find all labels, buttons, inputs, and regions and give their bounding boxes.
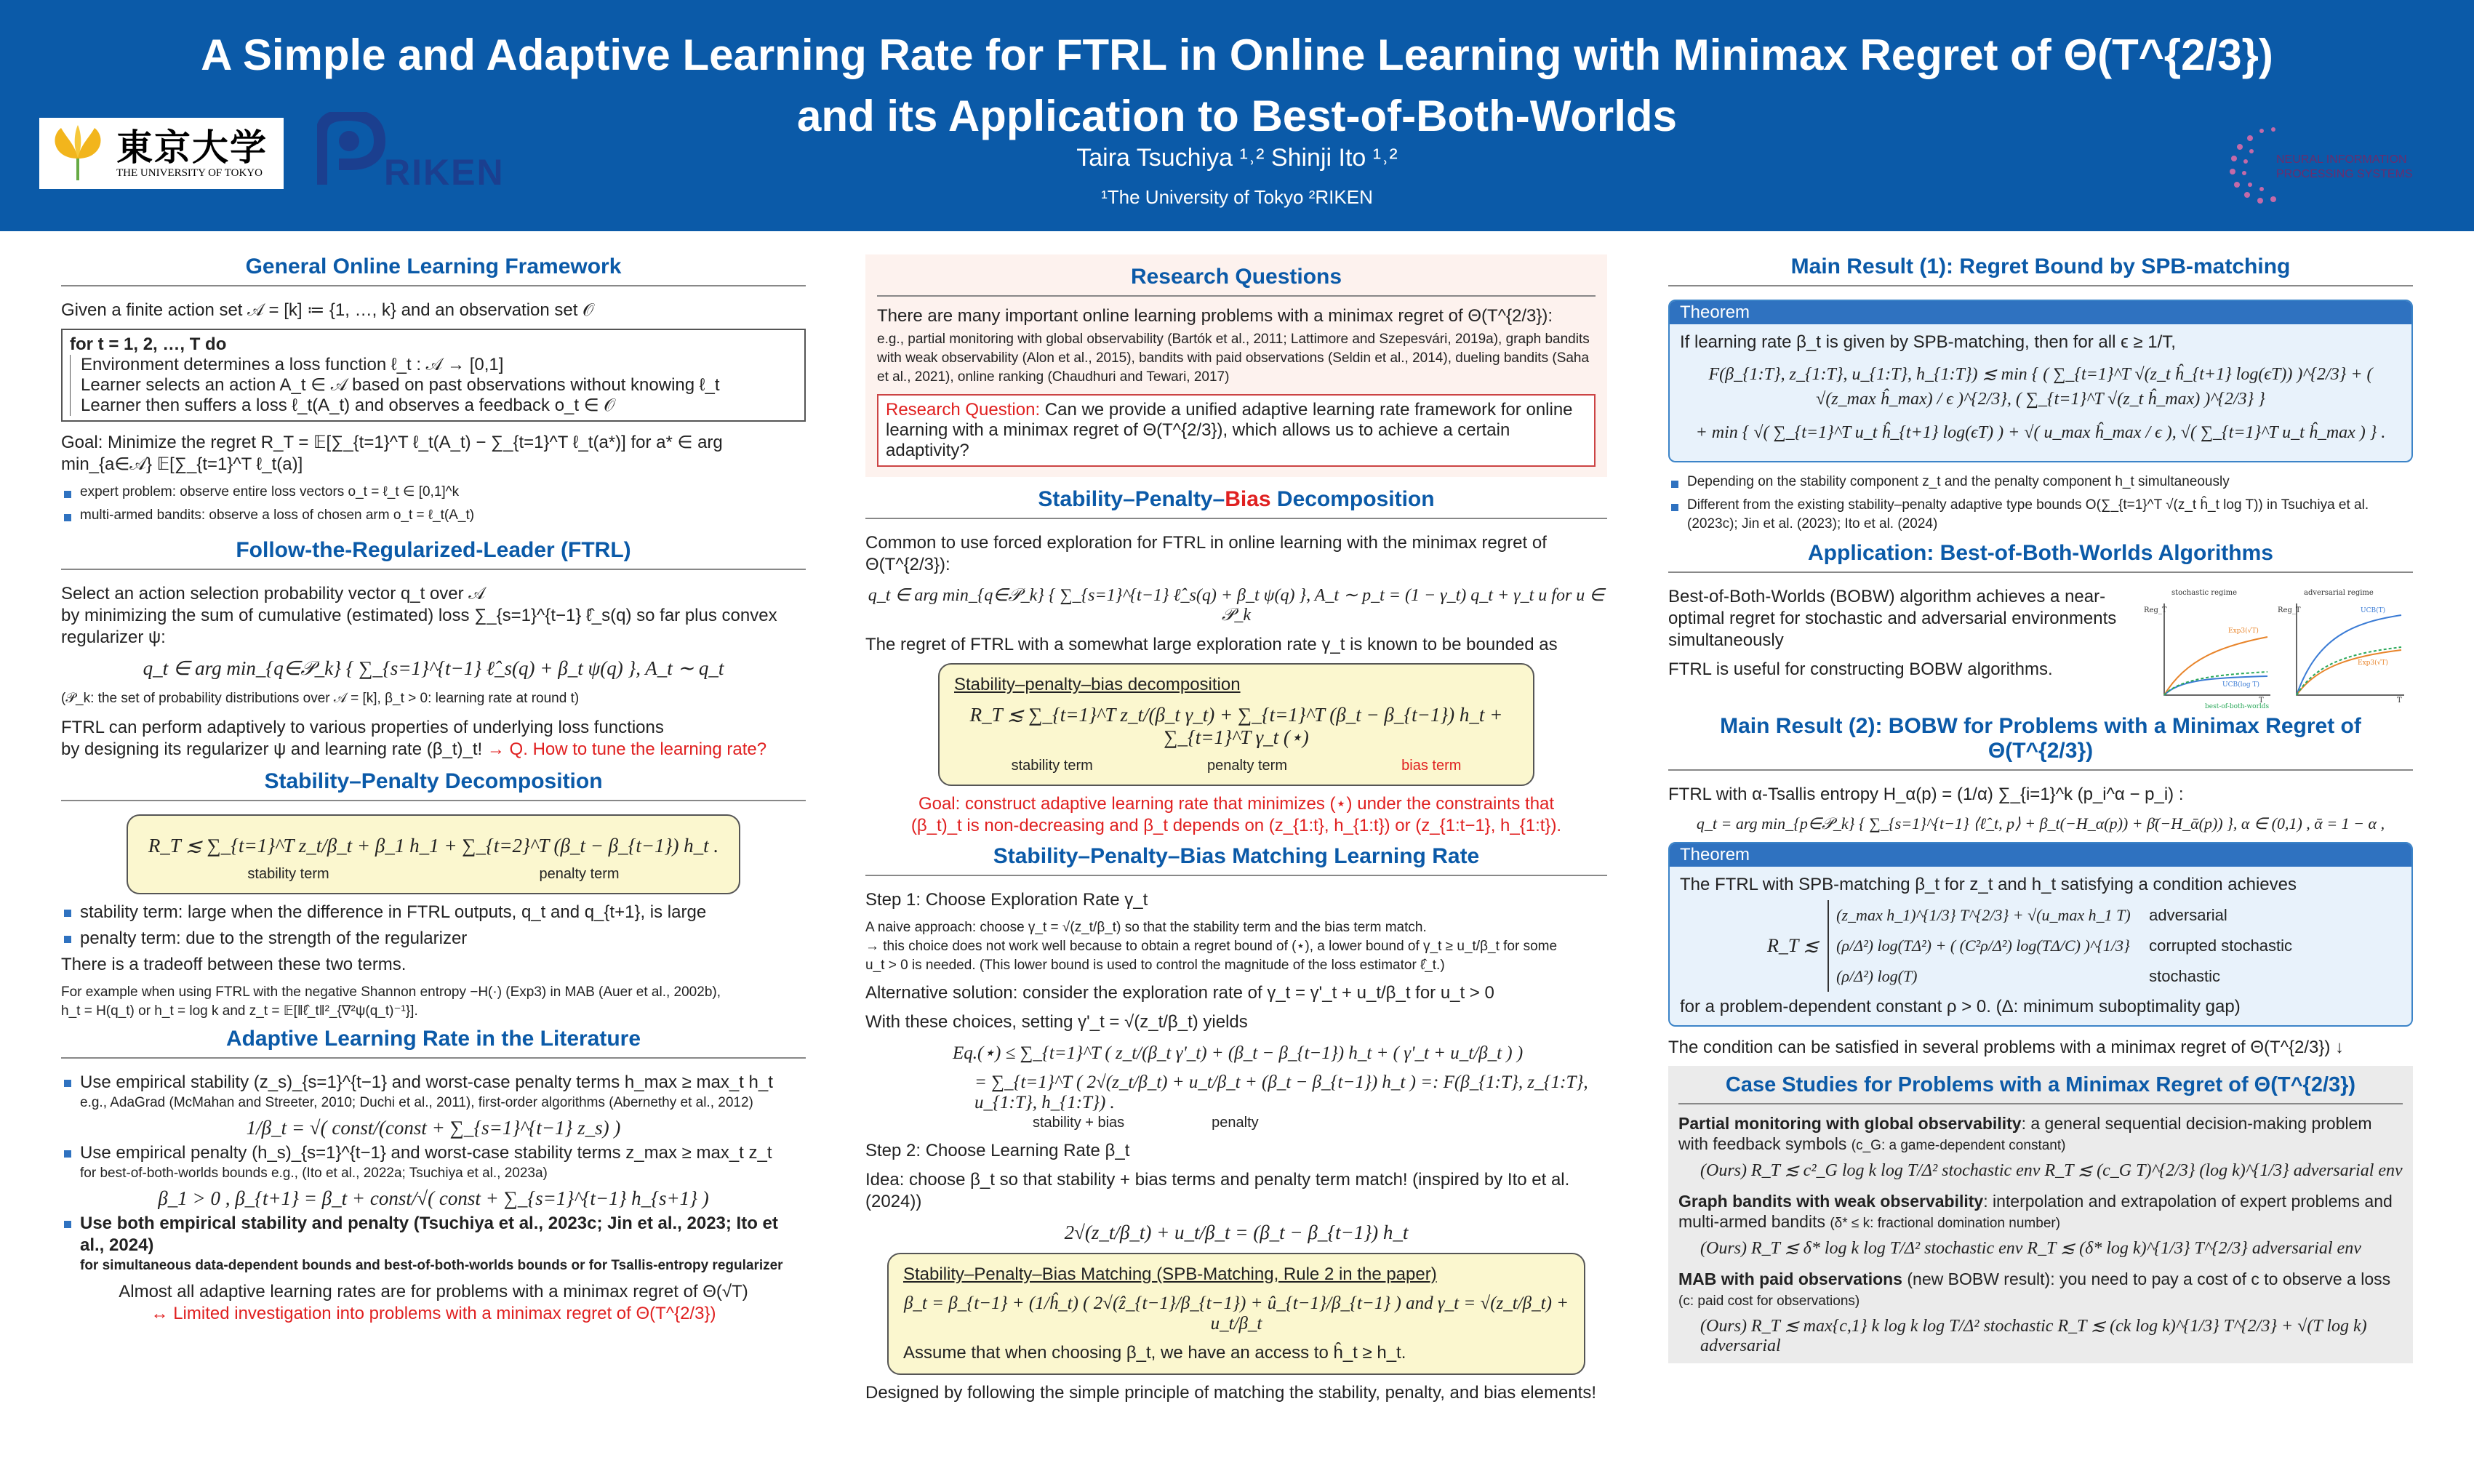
bobw-row bbox=[1668, 586, 2413, 710]
spb-box-title: Stability–penalty–bias decomposition bbox=[954, 675, 1241, 694]
bobw-text-2: FTRL is useful for constructing BOBW algorithms. bbox=[1668, 659, 2053, 679]
spb-text-2: The regret of FTRL with a somewhat large exploration rate γ_t is known to be bounded as bbox=[865, 635, 1558, 654]
rq-intro: There are many important online learning problems with a minimax regret of Θ(T^{2/3}): bbox=[877, 306, 1553, 326]
theorem-header: Theorem bbox=[1670, 301, 2411, 324]
spb-box-equation: R_T ≲ ∑_{t=1}^T z_t/(β_t γ_t) + ∑_{t=1}^T (β_t − β_{t−1}) h_t + ∑_{t=1}^T γ_t (⋆) bbox=[969, 704, 1503, 748]
case-2-bound: (Ours) R_T ≲ δ* log k log T/Δ² stochastic env R_T ≲ (δ* log k)^{1/3} T^{2/3} adversarial env bbox=[1700, 1239, 2361, 1258]
spb-equation: q_t ∈ arg min_{q∈𝒫_k} { ∑_{s=1}^{t−1} ℓ̂_s(q) + β_t ψ(q) }, A_t ∼ p_t = (1 − γ_t) q_t + γ_t u for u ∈ 𝒫_k bbox=[868, 586, 1605, 625]
theorem-box-1 bbox=[1668, 300, 2413, 462]
adaptive-item-2-sub: for best-of-both-worlds bounds e.g., (Ito et al., 2022a; Tsuchiya et al., 2023a) bbox=[80, 1166, 548, 1181]
case-label: corrupted stochastic bbox=[2149, 936, 2293, 955]
framework-goal: Goal: Minimize the regret R_T = 𝔼[∑_{t=1}^T ℓ_t(A_t) − ∑_{t=1}^T ℓ_t(a*)] for a* ∈ arg min_{a∈𝒜} 𝔼[∑_{t=1}^T ℓ_t(a)] bbox=[61, 433, 723, 474]
adaptive-item-3-sub: for simultaneous data-dependent bounds and best-of-both-worlds bounds or for Tsallis-entropy regularizer bbox=[80, 1258, 783, 1273]
section-title-framework: General Online Learning Framework bbox=[61, 254, 806, 286]
protocol-line: Learner selects an action A_t ∈ 𝒜 based on past observations without knowing ℓ_t bbox=[81, 375, 720, 395]
adaptive-bullets bbox=[61, 1072, 806, 1112]
spb-matching-note: Assume that when choosing β_t, we have an access to ĥ_t ≥ h_t. bbox=[903, 1343, 1406, 1363]
case-label: adversarial bbox=[2149, 906, 2227, 924]
theorem-header: Theorem bbox=[1670, 843, 2411, 867]
neurips-logo bbox=[2206, 109, 2425, 218]
ftrl-equation: q_t ∈ arg min_{q∈𝒫_k} { ∑_{s=1}^{t−1} ℓ̂_s(q) + β_t ψ(q) }, A_t ∼ q_t bbox=[143, 657, 724, 679]
fig-label-bobw: best-of-both-worlds bbox=[2205, 703, 2270, 710]
tsallis-equation: q_t = arg min_{p∈𝒫_k} { ∑_{s=1}^{t−1} ⟨ℓ̂_t, p⟩ + β_t(−H_α(p)) + β̄(−H_ᾱ(p)) }, α ∈ (0,1) , ᾱ = 1 − α , bbox=[1696, 814, 2385, 833]
penalty-term-label: penalty term bbox=[539, 866, 620, 882]
spb-title-part: Decomposition bbox=[1270, 487, 1435, 511]
case-2-title: Graph bandits with weak observability bbox=[1678, 1192, 1984, 1211]
penalty-label: penalty bbox=[1212, 1115, 1259, 1131]
poster-header bbox=[0, 0, 2474, 231]
section-title-sp-decomposition: Stability–Penalty Decomposition bbox=[61, 769, 806, 801]
step-2-title: Step 2: Choose Learning Rate β_t bbox=[865, 1141, 1130, 1160]
framework-intro: Given a finite action set 𝒜 = [k] ≔ {1, …, k} and an observation set 𝒪 bbox=[61, 300, 594, 320]
stability-term-label: stability term bbox=[247, 866, 329, 882]
spb-title-part: Stability–Penalty– bbox=[1038, 487, 1225, 511]
bobw-illustration bbox=[2142, 586, 2411, 710]
theorem-1-premise: If learning rate β_t is given by SPB-matching, then for all ϵ ≥ 1/T, bbox=[1680, 332, 2176, 352]
case-3-title: MAB with paid observations bbox=[1678, 1270, 1902, 1288]
condition-text: The condition can be satisfied in several problems with a minimax regret of Θ(T^{2/3}) ↓ bbox=[1668, 1038, 2345, 1057]
authors: Taira Tsuchiya ¹˒² Shinji Ito ¹˒² bbox=[1076, 144, 1398, 172]
stability-term-label: stability term bbox=[1011, 758, 1093, 774]
adaptive-bullets-3 bbox=[61, 1213, 806, 1275]
matching-eq-1: Eq.(⋆) ≤ ∑_{t=1}^T ( z_t/(β_t γ'_t) + (β_t − β_{t−1}) h_t + ( γ'_t + u_t/β_t ) ) bbox=[953, 1043, 1524, 1063]
case-1-desc: : a general sequential decision-making problem with feedback symbols bbox=[1678, 1114, 2372, 1153]
theorem-1-eq-1: F(β_{1:T}, z_{1:T}, u_{1:T}, h_{1:T}) ≲ min { ( ∑_{t=1}^T √(z_t ĥ_{t+1} log(ϵT)) )^{2/3} + ( √(z_max ĥ_max) / ϵ )^{2/3}, ( ∑_{t=1}^T √(z_t ĥ_max) )^{2/3} } bbox=[1708, 365, 2373, 409]
protocol-line: Learner then suffers a loss ℓ_t(A_t) and observes a feedback o_t ∈ 𝒪 bbox=[81, 396, 615, 415]
list-item: Different from the existing stability–penalty adaptive type bounds O(∑_{t=1}^T √(z_t ĥ_t log T)) in Tsuchiya et al. (2023c); Jin et al. (2023); Ito et al. (2024) bbox=[1668, 496, 2413, 534]
protocol-line: for t = 1, 2, …, T do bbox=[70, 334, 227, 354]
research-questions-panel bbox=[865, 254, 1607, 477]
list-item: expert problem: observe entire loss vectors o_t = ℓ_t ∈ [0,1]^k bbox=[61, 483, 806, 502]
list-item: Depending on the stability component z_t and the penalty component h_t simultaneously bbox=[1668, 473, 2413, 492]
column-1 bbox=[61, 254, 806, 1332]
section-title-main-result-1: Main Result (1): Regret Bound by SPB-matching bbox=[1668, 254, 2413, 286]
protocol-box bbox=[61, 329, 806, 422]
case-label: stochastic bbox=[2149, 967, 2220, 985]
bobw-text-1: Best-of-Both-Worlds (BOBW) algorithm achieves a near-optimal regret for stochastic and adversarial environments simultaneously bbox=[1668, 587, 2117, 650]
column-3 bbox=[1668, 254, 2413, 1363]
adaptive-eq-2: β_1 > 0 , β_{t+1} = β_t + const/√( const + ∑_{s=1}^{t−1} h_{s+1} ) bbox=[158, 1187, 709, 1209]
case-eq: (ρ/Δ²) log(TΔ²) + ( (C²ρ/Δ²) log(TΔ/C) )^{1/3} bbox=[1836, 936, 2130, 955]
column-2 bbox=[865, 254, 1607, 1411]
ut-english: THE UNIVERSITY OF TOKYO bbox=[116, 167, 263, 179]
fig-left-title: stochastic regime bbox=[2171, 589, 2237, 597]
adaptive-bullets-2 bbox=[61, 1142, 806, 1183]
case-1-bound: (Ours) R_T ≲ c²_G log k log T/Δ² stochastic env R_T ≲ (c_G T)^{2/3} (log k)^{1/3} adversarial env bbox=[1700, 1161, 2403, 1180]
list-item bbox=[61, 1142, 806, 1183]
protocol-line: Environment determines a loss function ℓ_t : 𝒜 → [0,1] bbox=[81, 355, 504, 374]
tsallis-text: FTRL with α-Tsallis entropy H_α(p) = (1/α) ∑_{i=1}^k (p_i^α − p_i) : bbox=[1668, 785, 2184, 804]
adaptive-item-2: Use empirical penalty (h_s)_{s=1}^{t−1} and worst-case stability terms z_max ≥ max_t z_t bbox=[80, 1143, 772, 1163]
section-title-ftrl: Follow-the-Regularized-Leader (FTRL) bbox=[61, 538, 806, 570]
theorem-2-premise: The FTRL with SPB-matching β_t for z_t and h_t satisfying a condition achieves bbox=[1680, 875, 2297, 894]
rq-label: Research Question: bbox=[886, 400, 1041, 420]
case-3-desc: (new BOBW result): you need to pay a cost of c to observe a loss bbox=[1902, 1270, 2391, 1288]
list-item bbox=[61, 1213, 806, 1275]
bias-word: Bias bbox=[1225, 487, 1271, 511]
section-title-adaptive: Adaptive Learning Rate in the Literature bbox=[61, 1027, 806, 1059]
main-result-1-bullets bbox=[1668, 473, 2413, 534]
spb-goal-1: Goal: construct adaptive learning rate that minimizes (⋆) under the constraints that bbox=[918, 794, 1555, 814]
spb-decomposition-box bbox=[938, 663, 1534, 786]
spb-matching-equation: β_t = β_{t−1} + (1/ĥ_t) ( 2√(ẑ_{t−1}/β_{t−1}) + û_{t−1}/β_{t−1} ) and γ_t = √(z_t/β_t) + u_t/β_t bbox=[903, 1294, 1569, 1333]
riken-wordmark: RIKEN bbox=[384, 152, 505, 192]
design-principle: Designed by following the simple principle of matching the stability, penalty, and bias elements! bbox=[865, 1383, 1596, 1403]
fig-label-exp3-adv: Exp3(√T) bbox=[2358, 659, 2388, 667]
list-item: multi-armed bandits: observe a loss of chosen arm o_t = ℓ_t(A_t) bbox=[61, 506, 806, 525]
section-title-case-studies: Case Studies for Problems with a Minimax Regret of Θ(T^{2/3}) bbox=[1678, 1073, 2403, 1104]
fig-x-label: T bbox=[2397, 697, 2402, 705]
example-line-1: For example when using FTRL with the negative Shannon entropy −H(·) (Exp3) in MAB (Auer et al., 2002b), bbox=[61, 984, 721, 1000]
rq-examples: e.g., partial monitoring with global observability (Bartók et al., 2011; Lattimore and Szepesvári, 2019a), graph bandits with weak observability (Alon et al., 2015), bandits with paid observations (Seldin et al., 2014), dueling bandits (Saha et al., 2021), online ranking (Chaudhuri and Tewari, 2017) bbox=[877, 332, 1590, 385]
step-1-title: Step 1: Choose Exploration Rate γ_t bbox=[865, 890, 1148, 910]
sp-decomposition-box bbox=[127, 814, 740, 894]
fig-label-ucb-t: UCB(T) bbox=[2361, 607, 2386, 614]
section-title-spb-matching: Stability–Penalty–Bias Matching Learning Rate bbox=[865, 844, 1607, 876]
fig-label-ucb-log: UCB(log T) bbox=[2222, 681, 2260, 689]
spb-text-1: Common to use forced exploration for FTRL in online learning with the minimax regret of Θ(T^{2/3}): bbox=[865, 533, 1547, 574]
rq-text: Can we provide a unified adaptive learning rate framework for online learning with a minimax regret of Θ(T^{2/3}), which allows us to achieve a certain adaptivity? bbox=[886, 400, 1573, 460]
section-title-main-result-2: Main Result (2): BOBW for Problems with a Minimax Regret of Θ(T^{2/3}) bbox=[1668, 714, 2413, 771]
title-line-1: A Simple and Adaptive Learning Rate for FTRL in Online Learning with Minimax Regret of Θ(T^{2/3}) bbox=[201, 31, 2273, 79]
theorem-2-footer: for a problem-dependent constant ρ > 0. (Δ: minimum suboptimality gap) bbox=[1680, 997, 2241, 1016]
framework-bullets bbox=[61, 483, 806, 525]
sp-equation: R_T ≲ ∑_{t=1}^T z_t/β_t + β_1 h_1 + ∑_{t=2}^T (β_t − β_{t−1}) h_t . bbox=[148, 835, 719, 857]
spb-goal-2: (β_t)_t is non-decreasing and β_t depends on (z_{1:t}, h_{1:t}) or (z_{1:t−1}, h_{1:t}). bbox=[910, 816, 1562, 835]
fig-y-label: Reg_T bbox=[2144, 606, 2167, 614]
regret-symbol: R_T ≲ bbox=[1767, 935, 1820, 956]
neurips-line-1: NEURAL INFORMATION bbox=[2276, 153, 2407, 166]
research-question-box bbox=[877, 394, 1596, 467]
ftrl-note: (𝒫_k: the set of probability distributions over 𝒜 = [k], β_t > 0: learning rate at round t) bbox=[61, 691, 580, 706]
ftrl-text-1: Select an action selection probability vector q_t over 𝒜 bbox=[61, 584, 486, 603]
list-item: stability term: large when the difference in FTRL outputs, q_t and q_{t+1}, is large bbox=[61, 902, 806, 923]
case-1-title: Partial monitoring with global observability bbox=[1678, 1114, 2022, 1133]
case-eq: (ρ/Δ²) log(T) bbox=[1836, 967, 1918, 985]
naive-line-2: → this choice does not work well because to obtain a regret bound of (⋆), a lower bound of γ_t ≥ u_t/β_t for some bbox=[865, 939, 1558, 954]
naive-line-3: u_t > 0 is needed. (This lower bound is used to control the magnitude of the loss estimator ℓ̂_t.) bbox=[865, 958, 1445, 973]
with-choices: With these choices, setting γ'_t = √(z_t/β_t) yields bbox=[865, 1012, 1248, 1032]
fig-x-label: T bbox=[2259, 697, 2264, 705]
case-3-bound: (Ours) R_T ≲ max{c,1} k log k log T/Δ² stochastic R_T ≲ (ck log k)^{1/3} T^{2/3} + √(T log k) adversarial bbox=[1700, 1317, 2367, 1355]
theorem-1-eq-2: + min { √( ∑_{t=1}^T u_t ĥ_{t+1} log(ϵT) ) + √( u_max ĥ_max / ϵ ), √( ∑_{t=1}^T u_t ĥ_max ) } . bbox=[1695, 423, 2386, 442]
list-item: penalty term: due to the strength of the regularizer bbox=[61, 928, 806, 950]
fig-y-label: Reg_T bbox=[2278, 606, 2301, 614]
ftrl-text-4: by designing its regularizer ψ and learning rate (β_t)_t! bbox=[61, 739, 483, 759]
stability-bias-label: stability + bias bbox=[1033, 1115, 1125, 1131]
alternative-solution: Alternative solution: consider the exploration rate of γ_t = γ'_t + u_t/β_t for u_t > 0 bbox=[865, 983, 1494, 1003]
adaptive-footer-1: Almost all adaptive learning rates are for problems with a minimax regret of Θ(√T) bbox=[119, 1282, 748, 1301]
penalty-term-label: penalty term bbox=[1206, 758, 1288, 774]
section-title-bobw: Application: Best-of-Both-Worlds Algorithms bbox=[1668, 541, 2413, 573]
tradeoff-text: There is a tradeoff between these two terms. bbox=[61, 955, 407, 974]
adaptive-item-1: Use empirical stability (z_s)_{s=1}^{t−1} and worst-case penalty terms h_max ≥ max_t h_t bbox=[80, 1072, 773, 1092]
case-eq: (z_max h_1)^{1/3} T^{2/3} + √(u_max h_1 T) bbox=[1836, 906, 2131, 924]
affiliations: ¹The University of Tokyo ²RIKEN bbox=[1101, 186, 1373, 208]
list-item bbox=[61, 1072, 806, 1112]
case-2-desc: : interpolation and extrapolation of expert problems and multi-armed bandits bbox=[1678, 1192, 2393, 1231]
adaptive-item-1-sub: e.g., AdaGrad (McMahan and Streeter, 2010; Duchi et al., 2011), first-order algorithms (Abernethy et al., 2012) bbox=[80, 1095, 753, 1110]
title-line-2: and its Application to Best-of-Both-Worlds bbox=[797, 92, 1677, 140]
ftrl-text-2: by minimizing the sum of cumulative (estimated) loss ∑_{s=1}^{t−1} ℓ̂_s(q) so far plus convex regularizer ψ: bbox=[61, 606, 777, 647]
case-1-note: (c_G: a game-dependent constant) bbox=[1851, 1138, 2066, 1153]
section-title-research-questions: Research Questions bbox=[877, 265, 1596, 297]
ftrl-text-3: FTRL can perform adaptively to various properties of underlying loss functions bbox=[61, 718, 664, 737]
example-line-2: h_t = H(q_t) or h_t = log k and z_t = 𝔼[‖ℓ̂_t‖²_{∇²ψ(q_t)⁻¹}]. bbox=[61, 1003, 418, 1019]
ftrl-question: → Q. How to tune the learning rate? bbox=[487, 739, 767, 759]
case-2-note: (δ* ≤ k: fractional domination number) bbox=[1830, 1216, 2061, 1231]
idea-text: Idea: choose β_t so that stability + bias terms and penalty term match! (inspired by Ito et al. (2024)) bbox=[865, 1170, 1570, 1211]
fig-right-title: adversarial regime bbox=[2304, 589, 2374, 597]
fig-label-exp3: Exp3(√T) bbox=[2228, 627, 2259, 635]
naive-line-1: A naive approach: choose γ_t = √(z_t/β_t) so that the stability term and the bias term match. bbox=[865, 920, 1427, 935]
neurips-line-2: PROCESSING SYSTEMS bbox=[2276, 168, 2413, 180]
theorem-box-2 bbox=[1668, 842, 2413, 1027]
ut-kanji: 東京大学 bbox=[116, 125, 268, 169]
spb-matching-title: Stability–Penalty–Bias Matching (SPB-Matching, Rule 2 in the paper) bbox=[903, 1264, 1437, 1284]
section-title-spb-decomposition bbox=[865, 487, 1607, 519]
case-studies-panel bbox=[1668, 1066, 2413, 1363]
regret-cases bbox=[1828, 900, 2292, 992]
matching-eq-3: 2√(z_t/β_t) + u_t/β_t = (β_t − β_{t−1}) h_t bbox=[1064, 1222, 1409, 1243]
bias-term-label: bias term bbox=[1401, 758, 1462, 774]
adaptive-eq-1: 1/β_t = √( const/(const + ∑_{s=1}^{t−1} z_s) ) bbox=[246, 1117, 621, 1139]
adaptive-item-3: Use both empirical stability and penalty (Tsuchiya et al., 2023c; Jin et al., 2023; Ito et al., 2024) bbox=[80, 1214, 778, 1255]
sp-bullets bbox=[61, 902, 806, 950]
case-3-note: (c: paid cost for observations) bbox=[1678, 1294, 1860, 1309]
adaptive-footer-2: ↔ Limited investigation into problems with a minimax regret of Θ(T^{2/3}) bbox=[151, 1304, 716, 1323]
spb-matching-box bbox=[887, 1253, 1585, 1375]
matching-eq-2: = ∑_{t=1}^T ( 2√(z_t/β_t) + u_t/β_t + (β_t − β_{t−1}) h_t ) =: F(β_{1:T}, z_{1:T}, u_{1:T}, h_{1:T}) . bbox=[974, 1072, 1588, 1112]
